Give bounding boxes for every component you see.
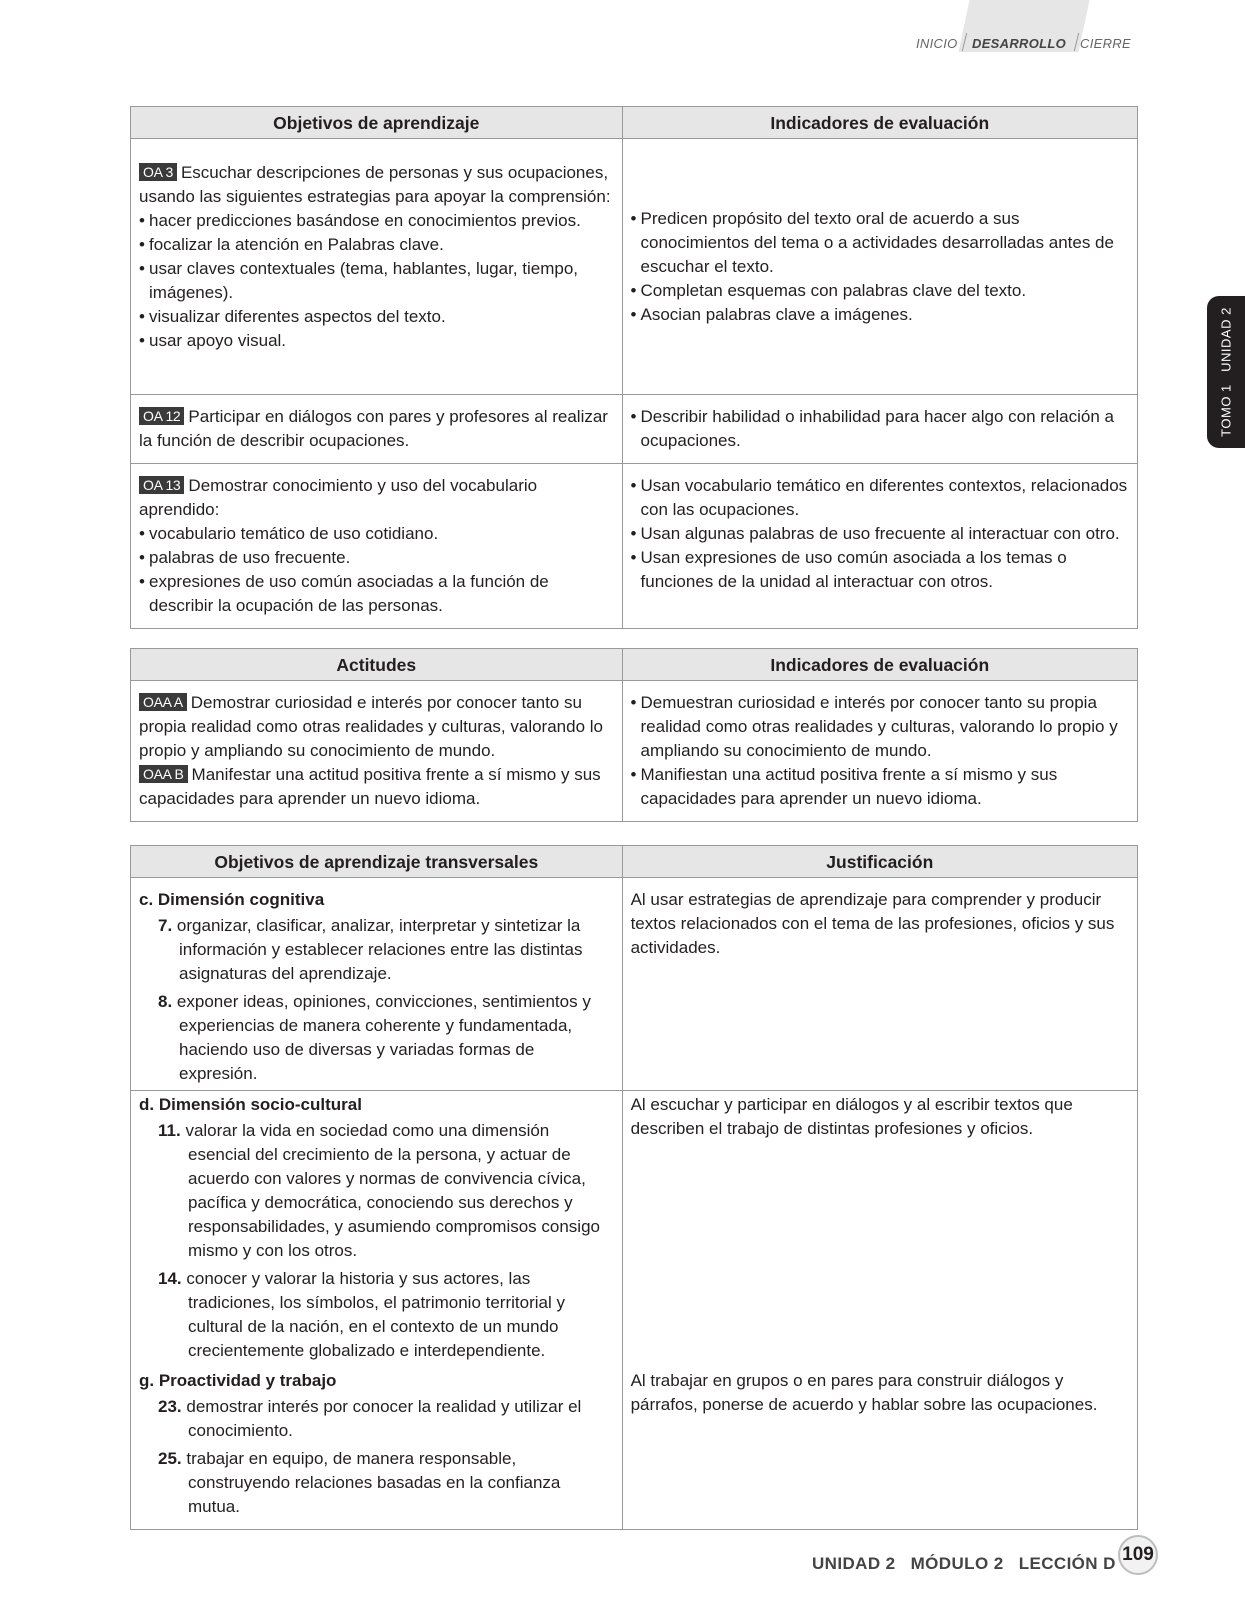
header-actitudes: Actitudes bbox=[131, 649, 623, 681]
footer-modulo: MÓDULO 2 bbox=[910, 1554, 1004, 1573]
section-nav bbox=[880, 0, 1160, 60]
oaa-tag: OAA A bbox=[139, 693, 187, 711]
justification-text: Al usar estrategias de aprendizaje para comprender y producir textos relacionados con el tema de las profesiones, oficios y sus actividades. bbox=[630, 890, 1115, 957]
header-indicadores: Indicadores de evaluación bbox=[622, 107, 1137, 139]
indicator-cell bbox=[622, 681, 1138, 822]
list-item: • Predicen propósito del texto oral de acuerdo a sus conocimientos del tema o a actividades desarrolladas antes de escuchar el texto. bbox=[631, 207, 1129, 279]
list-item: • vocabulario temático de uso cotidiano. bbox=[139, 522, 614, 546]
item-text: valorar la vida en sociedad como una dimensión esencial del crecimiento de la persona, y actuar de acuerdo con valores y normas de convivencia cívica, pacífica y democrática, conociendo sus derechos y responsabilidades, y asumiendo compromisos consigo mismo y con los otros. bbox=[185, 1121, 600, 1260]
nav-cierre: CIERRE bbox=[1080, 36, 1131, 51]
list-item: • Asocian palabras clave a imágenes. bbox=[631, 303, 1129, 327]
dimension-cell bbox=[131, 1091, 623, 1368]
dimension-cell bbox=[131, 878, 623, 1091]
oa-tag: OA 12 bbox=[139, 407, 184, 425]
item-number: 8. bbox=[158, 992, 173, 1011]
list-item: • visualizar diferentes aspectos del texto. bbox=[139, 305, 614, 329]
item-text: organizar, clasificar, analizar, interpretar y sintetizar la información y establecer relaciones entre las distintas asignaturas del aprendizaje. bbox=[176, 916, 583, 983]
table-row bbox=[131, 681, 1138, 822]
list-item: • Demuestran curiosidad e interés por conocer tanto su propia realidad como otras realidades y culturas, valorando lo propio y ampliando su conocimiento de mundo. bbox=[631, 691, 1130, 763]
attitude-cell bbox=[131, 681, 623, 822]
oaa-tag: OAA B bbox=[139, 765, 188, 783]
objective-cell bbox=[131, 139, 623, 395]
justification-cell bbox=[622, 1367, 1137, 1530]
list-item: • usar claves contextuales (tema, hablantes, lugar, tiempo, imágenes). bbox=[139, 257, 614, 305]
list-item: • palabras de uso frecuente. bbox=[139, 546, 614, 570]
attitude-text: Demostrar curiosidad e interés por conocer tanto su propia realidad como otras realidades y culturas, valorando lo propio y ampliando su conocimiento de mundo. bbox=[139, 693, 603, 760]
table-row bbox=[131, 1367, 1138, 1530]
nav-inicio: INICIO bbox=[916, 36, 958, 51]
list-item: • expresiones de uso común asociadas a la función de describir la ocupación de las personas. bbox=[139, 570, 614, 618]
table-row bbox=[131, 395, 1138, 464]
item-text: exponer ideas, opiniones, convicciones, sentimientos y experiencias de manera coherente y fundamentada, haciendo uso de diversas y variadas formas de expresión. bbox=[176, 992, 591, 1083]
dimension-title: g. Proactividad y trabajo bbox=[139, 1371, 337, 1390]
table-row bbox=[131, 878, 1138, 1091]
objective-cell bbox=[131, 395, 623, 464]
header-transversales: Objetivos de aprendizaje transversales bbox=[131, 846, 623, 878]
item-number: 7. bbox=[158, 916, 173, 935]
table-row bbox=[131, 464, 1138, 629]
header-justificacion: Justificación bbox=[622, 846, 1137, 878]
list-item: • Usan vocabulario temático en diferentes contextos, relacionados con las ocupaciones. bbox=[631, 474, 1129, 522]
learning-objectives-table bbox=[130, 106, 1138, 629]
indicator-cell bbox=[622, 464, 1137, 629]
oa-tag: OA 3 bbox=[139, 163, 177, 181]
item-number: 23. bbox=[158, 1397, 182, 1416]
justification-text: Al escuchar y participar en diálogos y al escribir textos que describen el trabajo de distintas profesiones y oficios. bbox=[630, 1095, 1073, 1138]
header-indicadores: Indicadores de evaluación bbox=[622, 649, 1138, 681]
oa-tag: OA 13 bbox=[139, 476, 184, 494]
list-item: • Usan expresiones de uso común asociada a los temas o funciones de la unidad al interactuar con otros. bbox=[631, 546, 1129, 594]
justification-cell bbox=[622, 1091, 1137, 1368]
list-item: • Completan esquemas con palabras clave del texto. bbox=[631, 279, 1129, 303]
justification-text: Al trabajar en grupos o en pares para construir diálogos y párrafos, ponerse de acuerdo y hablar sobre las ocupaciones. bbox=[630, 1371, 1098, 1414]
dimension-title: d. Dimensión socio-cultural bbox=[139, 1095, 362, 1114]
list-item: • usar apoyo visual. bbox=[139, 329, 614, 353]
dimension-title: c. Dimensión cognitiva bbox=[139, 890, 325, 909]
table-row bbox=[131, 139, 1138, 395]
transversal-objectives-table bbox=[130, 845, 1138, 1530]
item-number: 25. bbox=[158, 1449, 182, 1468]
item-number: 14. bbox=[158, 1269, 182, 1288]
objective-lead: Escuchar descripciones de personas y sus ocupaciones, usando las siguientes estrategias para apoyar la comprensión: bbox=[139, 163, 611, 206]
justification-cell bbox=[622, 878, 1137, 1091]
list-item: • focalizar la atención en Palabras clave. bbox=[139, 233, 614, 257]
list-item: • Manifiestan una actitud positiva frente a sí mismo y sus capacidades para aprender un nuevo idioma. bbox=[631, 763, 1130, 811]
nav-desarrollo: DESARROLLO bbox=[972, 36, 1066, 51]
list-item: • Usan algunas palabras de uso frecuente al interactuar con otro. bbox=[631, 522, 1129, 546]
side-tab-label: TOMO 1 UNIDAD 2 bbox=[1218, 307, 1234, 437]
objective-cell bbox=[131, 464, 623, 629]
list-item: • hacer predicciones basándose en conocimientos previos. bbox=[139, 209, 614, 233]
objective-lead: Participar en diálogos con pares y profesores al realizar la función de describir ocupaciones. bbox=[139, 407, 608, 450]
attitude-text: Manifestar una actitud positiva frente a sí mismo y sus capacidades para aprender un nuevo idioma. bbox=[139, 765, 601, 808]
item-text: conocer y valorar la historia y sus actores, las tradiciones, los símbolos, el patrimonio territorial y cultural de la nación, en el contexto de un mundo crecientemente globalizado e interdependiente. bbox=[186, 1269, 565, 1360]
header-objetivos: Objetivos de aprendizaje bbox=[131, 107, 623, 139]
indicator-cell bbox=[622, 139, 1137, 395]
page-number: 109 bbox=[1118, 1535, 1158, 1575]
dimension-cell bbox=[131, 1367, 623, 1530]
attitudes-table bbox=[130, 648, 1138, 822]
objective-lead: Demostrar conocimiento y uso del vocabulario aprendido: bbox=[139, 476, 538, 519]
indicator-cell bbox=[622, 395, 1137, 464]
table-row bbox=[131, 1091, 1138, 1368]
item-text: demostrar interés por conocer la realidad y utilizar el conocimiento. bbox=[186, 1397, 582, 1440]
footer-leccion: LECCIÓN D bbox=[1018, 1554, 1116, 1573]
side-tab bbox=[1207, 296, 1245, 448]
list-item: • Describir habilidad o inhabilidad para hacer algo con relación a ocupaciones. bbox=[631, 405, 1129, 453]
item-text: trabajar en equipo, de manera responsable, construyendo relaciones basadas en la confianza mutua. bbox=[186, 1449, 561, 1516]
footer-breadcrumb bbox=[812, 1554, 1126, 1574]
footer-unidad: UNIDAD 2 bbox=[812, 1554, 896, 1573]
item-number: 11. bbox=[158, 1121, 181, 1140]
